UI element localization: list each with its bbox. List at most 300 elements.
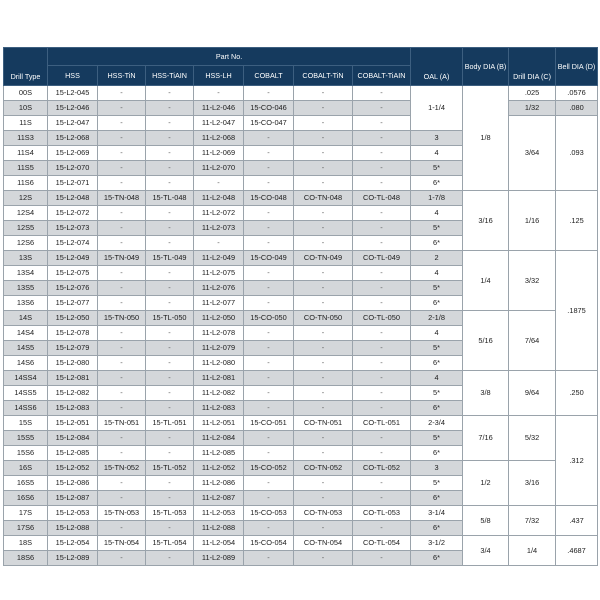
- part-number-cell: -: [146, 146, 194, 161]
- oal-cell: 4: [411, 371, 463, 386]
- drill-type-cell: 14SS4: [4, 371, 48, 386]
- part-number-cell: -: [294, 446, 353, 461]
- part-number-cell: 15-TL-048: [146, 191, 194, 206]
- part-number-cell: 15-TN-048: [98, 191, 146, 206]
- part-number-cell: -: [146, 401, 194, 416]
- bell-dia-cell: .0576: [556, 86, 598, 101]
- part-number-cell: 11-L2-083: [194, 401, 244, 416]
- header-col-cobalt-tin: COBALT-TiN: [294, 66, 353, 86]
- part-number-cell: -: [294, 386, 353, 401]
- part-number-cell: -: [353, 266, 411, 281]
- bell-dia-cell: .080: [556, 101, 598, 116]
- part-number-cell: -: [244, 221, 294, 236]
- oal-cell: 4: [411, 266, 463, 281]
- drill-type-cell: 17S6: [4, 521, 48, 536]
- part-number-cell: 15-CO-054: [244, 536, 294, 551]
- oal-cell: 5*: [411, 476, 463, 491]
- part-number-cell: -: [353, 86, 411, 101]
- drill-type-cell: 14SS5: [4, 386, 48, 401]
- part-number-cell: -: [294, 521, 353, 536]
- part-number-cell: -: [146, 221, 194, 236]
- part-number-cell: -: [146, 326, 194, 341]
- part-number-cell: -: [146, 296, 194, 311]
- part-number-cell: -: [294, 266, 353, 281]
- part-number-cell: 15-L2-083: [48, 401, 98, 416]
- part-number-cell: -: [98, 86, 146, 101]
- drill-dia-cell: .025: [509, 86, 556, 101]
- drill-type-cell: 17S: [4, 506, 48, 521]
- part-number-cell: 15-TL-054: [146, 536, 194, 551]
- oal-cell: 3: [411, 131, 463, 146]
- part-number-cell: 11-L2-077: [194, 296, 244, 311]
- part-number-cell: -: [353, 371, 411, 386]
- part-number-cell: 15-CO-053: [244, 506, 294, 521]
- part-number-cell: 15-L2-053: [48, 506, 98, 521]
- part-number-cell: -: [244, 371, 294, 386]
- part-number-cell: 15-L2-069: [48, 146, 98, 161]
- part-number-cell: -: [98, 161, 146, 176]
- oal-cell: 6*: [411, 296, 463, 311]
- body-dia-cell: 5/16: [463, 311, 509, 371]
- part-number-cell: 15-CO-050: [244, 311, 294, 326]
- part-number-cell: -: [146, 341, 194, 356]
- part-number-cell: 15-TN-050: [98, 311, 146, 326]
- part-number-cell: -: [353, 431, 411, 446]
- part-number-cell: -: [98, 491, 146, 506]
- oal-cell: 1-7/8: [411, 191, 463, 206]
- part-number-cell: 11-L2-087: [194, 491, 244, 506]
- part-number-cell: -: [98, 401, 146, 416]
- part-number-cell: -: [244, 356, 294, 371]
- part-number-cell: -: [244, 86, 294, 101]
- header-body-dia: Body DIA (B): [463, 48, 509, 86]
- table-row: [4, 461, 598, 476]
- part-number-cell: -: [353, 176, 411, 191]
- part-number-cell: 15-L2-087: [48, 491, 98, 506]
- part-number-cell: -: [244, 206, 294, 221]
- part-number-cell: 15-CO-049: [244, 251, 294, 266]
- part-number-cell: 15-TN-051: [98, 416, 146, 431]
- drill-type-cell: 12S: [4, 191, 48, 206]
- header-bell-dia: Bell DIA (D): [556, 48, 598, 86]
- part-number-cell: 15-L2-089: [48, 551, 98, 566]
- bell-dia-cell: .1875: [556, 251, 598, 371]
- header-col-hss-tin: HSS-TiN: [98, 66, 146, 86]
- part-number-cell: 11-L2-048: [194, 191, 244, 206]
- oal-cell: 4: [411, 206, 463, 221]
- drill-type-cell: 15S: [4, 416, 48, 431]
- bell-dia-cell: .250: [556, 371, 598, 416]
- part-number-cell: 15-L2-054: [48, 536, 98, 551]
- part-number-cell: 11-L2-088: [194, 521, 244, 536]
- drill-type-cell: 13S6: [4, 296, 48, 311]
- bell-dia-cell: .125: [556, 191, 598, 251]
- part-number-cell: 15-L2-082: [48, 386, 98, 401]
- drill-type-cell: 13S4: [4, 266, 48, 281]
- part-number-cell: -: [294, 326, 353, 341]
- oal-cell: 6*: [411, 356, 463, 371]
- oal-cell: 2-3/4: [411, 416, 463, 431]
- part-number-cell: -: [244, 446, 294, 461]
- part-number-cell: CO-TL-051: [353, 416, 411, 431]
- part-number-cell: 15-L2-052: [48, 461, 98, 476]
- part-number-cell: -: [244, 161, 294, 176]
- part-number-cell: 11-L2-076: [194, 281, 244, 296]
- table-row: [4, 191, 598, 206]
- drill-type-cell: 11S4: [4, 146, 48, 161]
- part-number-cell: -: [146, 236, 194, 251]
- part-number-cell: CO-TN-049: [294, 251, 353, 266]
- part-number-cell: -: [244, 431, 294, 446]
- part-number-cell: -: [353, 236, 411, 251]
- drill-type-cell: 14SS6: [4, 401, 48, 416]
- header-oal: OAL (A): [411, 48, 463, 86]
- part-number-cell: -: [98, 296, 146, 311]
- part-number-cell: 15-L2-079: [48, 341, 98, 356]
- drill-type-cell: 14S6: [4, 356, 48, 371]
- oal-cell: 3-1/4: [411, 506, 463, 521]
- part-number-cell: 15-L2-081: [48, 371, 98, 386]
- part-number-cell: -: [294, 296, 353, 311]
- part-number-cell: -: [294, 341, 353, 356]
- header-col-cobalt: COBALT: [244, 66, 294, 86]
- part-number-cell: -: [146, 131, 194, 146]
- part-number-cell: -: [294, 491, 353, 506]
- part-number-cell: -: [98, 266, 146, 281]
- body-dia-cell: 1/4: [463, 251, 509, 311]
- part-number-cell: 15-L2-071: [48, 176, 98, 191]
- part-number-cell: CO-TL-050: [353, 311, 411, 326]
- part-number-cell: -: [294, 236, 353, 251]
- part-number-cell: -: [194, 236, 244, 251]
- oal-cell: 6*: [411, 446, 463, 461]
- part-number-cell: -: [98, 236, 146, 251]
- part-number-cell: -: [98, 386, 146, 401]
- part-number-cell: -: [294, 131, 353, 146]
- bell-dia-cell: .312: [556, 416, 598, 506]
- part-number-cell: -: [244, 146, 294, 161]
- part-number-cell: -: [294, 176, 353, 191]
- drill-type-cell: 14S4: [4, 326, 48, 341]
- part-number-cell: -: [146, 386, 194, 401]
- part-number-cell: 11-L2-049: [194, 251, 244, 266]
- part-number-cell: -: [146, 476, 194, 491]
- part-number-cell: -: [294, 161, 353, 176]
- oal-cell: 6*: [411, 491, 463, 506]
- part-number-cell: 15-L2-085: [48, 446, 98, 461]
- part-number-cell: -: [294, 356, 353, 371]
- part-number-cell: 11-L2-068: [194, 131, 244, 146]
- part-number-cell: -: [294, 101, 353, 116]
- part-number-cell: -: [98, 116, 146, 131]
- oal-cell: 3: [411, 461, 463, 476]
- part-number-cell: -: [353, 356, 411, 371]
- part-number-cell: 11-L2-046: [194, 101, 244, 116]
- part-number-cell: CO-TN-051: [294, 416, 353, 431]
- part-number-cell: CO-TL-048: [353, 191, 411, 206]
- header-part-no: Part No.: [48, 48, 411, 66]
- part-number-cell: -: [353, 296, 411, 311]
- part-number-cell: -: [294, 146, 353, 161]
- oal-cell: 4: [411, 146, 463, 161]
- table-row: [4, 536, 598, 551]
- part-number-cell: -: [353, 341, 411, 356]
- part-number-cell: -: [353, 326, 411, 341]
- part-number-cell: 15-L2-045: [48, 86, 98, 101]
- part-number-cell: 15-L2-068: [48, 131, 98, 146]
- drill-dia-cell: 7/32: [509, 506, 556, 536]
- part-number-cell: -: [146, 446, 194, 461]
- header-col-hss-lh: HSS-LH: [194, 66, 244, 86]
- table-row: [4, 506, 598, 521]
- part-number-cell: -: [244, 266, 294, 281]
- part-number-cell: 11-L2-072: [194, 206, 244, 221]
- part-number-cell: -: [353, 446, 411, 461]
- part-number-cell: 15-CO-051: [244, 416, 294, 431]
- part-number-cell: 15-L2-051: [48, 416, 98, 431]
- part-number-cell: -: [353, 281, 411, 296]
- part-number-cell: -: [146, 371, 194, 386]
- part-number-cell: 11-L2-053: [194, 506, 244, 521]
- body-dia-cell: 3/16: [463, 191, 509, 251]
- drill-type-cell: 13S5: [4, 281, 48, 296]
- part-number-cell: -: [244, 131, 294, 146]
- part-number-cell: -: [294, 206, 353, 221]
- part-number-cell: 11-L2-086: [194, 476, 244, 491]
- part-number-cell: 11-L2-050: [194, 311, 244, 326]
- part-number-cell: 15-TN-049: [98, 251, 146, 266]
- drill-type-cell: 12S4: [4, 206, 48, 221]
- drill-dia-cell: 3/16: [509, 461, 556, 506]
- part-number-cell: -: [294, 116, 353, 131]
- part-number-cell: 15-L2-086: [48, 476, 98, 491]
- part-number-cell: 15-L2-088: [48, 521, 98, 536]
- drill-type-cell: 16S6: [4, 491, 48, 506]
- drill-type-cell: 12S6: [4, 236, 48, 251]
- table-row: [4, 371, 598, 386]
- part-number-cell: 11-L2-069: [194, 146, 244, 161]
- part-number-cell: -: [353, 116, 411, 131]
- part-number-cell: -: [294, 86, 353, 101]
- oal-cell: 5*: [411, 341, 463, 356]
- oal-cell: 2-1/8: [411, 311, 463, 326]
- header-drill-dia: Drill DIA (C): [509, 48, 556, 86]
- drill-type-cell: 15S6: [4, 446, 48, 461]
- part-number-cell: 15-L2-073: [48, 221, 98, 236]
- part-number-cell: CO-TN-048: [294, 191, 353, 206]
- table-row: [4, 251, 598, 266]
- part-number-cell: 11-L2-082: [194, 386, 244, 401]
- drill-type-cell: 16S5: [4, 476, 48, 491]
- part-number-cell: CO-TN-052: [294, 461, 353, 476]
- part-number-cell: -: [146, 521, 194, 536]
- bell-dia-cell: .4687: [556, 536, 598, 566]
- oal-cell: 1-1/4: [411, 86, 463, 131]
- part-number-cell: 15-CO-048: [244, 191, 294, 206]
- part-number-cell: 15-L2-072: [48, 206, 98, 221]
- part-number-cell: -: [353, 221, 411, 236]
- part-number-cell: -: [98, 221, 146, 236]
- part-number-cell: -: [98, 341, 146, 356]
- part-number-cell: CO-TN-054: [294, 536, 353, 551]
- part-number-cell: -: [353, 476, 411, 491]
- part-number-cell: CO-TL-049: [353, 251, 411, 266]
- drill-dia-cell: 3/64: [509, 116, 556, 191]
- part-number-cell: -: [244, 521, 294, 536]
- part-number-cell: -: [146, 206, 194, 221]
- body-dia-cell: 5/8: [463, 506, 509, 536]
- part-number-cell: -: [353, 491, 411, 506]
- drill-type-cell: 00S: [4, 86, 48, 101]
- part-number-cell: 11-L2-081: [194, 371, 244, 386]
- drill-type-cell: 11S5: [4, 161, 48, 176]
- drill-type-cell: 10S: [4, 101, 48, 116]
- drill-type-cell: 12S5: [4, 221, 48, 236]
- header-col-hss: HSS: [48, 66, 98, 86]
- part-number-cell: -: [98, 371, 146, 386]
- part-number-cell: 15-L2-076: [48, 281, 98, 296]
- part-number-cell: -: [353, 161, 411, 176]
- part-number-cell: 11-L2-075: [194, 266, 244, 281]
- part-number-cell: 11-L2-047: [194, 116, 244, 131]
- body-dia-cell: 7/16: [463, 416, 509, 461]
- drill-dia-cell: 1/4: [509, 536, 556, 566]
- part-number-cell: -: [353, 551, 411, 566]
- drill-type-cell: 18S6: [4, 551, 48, 566]
- table-row: [4, 101, 598, 116]
- drill-dia-cell: 1/16: [509, 191, 556, 251]
- part-number-cell: CO-TN-050: [294, 311, 353, 326]
- part-number-cell: 11-L2-070: [194, 161, 244, 176]
- drill-dia-cell: 5/32: [509, 416, 556, 461]
- oal-cell: 3-1/2: [411, 536, 463, 551]
- part-number-cell: 15-TL-049: [146, 251, 194, 266]
- part-number-cell: 15-TL-050: [146, 311, 194, 326]
- table-row: [4, 116, 598, 131]
- part-number-cell: 11-L2-078: [194, 326, 244, 341]
- body-dia-cell: 3/8: [463, 371, 509, 416]
- header-col-cobalt-tiain: COBALT-TiAIN: [353, 66, 411, 86]
- oal-cell: 6*: [411, 176, 463, 191]
- part-number-cell: -: [146, 491, 194, 506]
- body-dia-cell: 3/4: [463, 536, 509, 566]
- part-number-cell: CO-TL-054: [353, 536, 411, 551]
- drill-dia-cell: 9/64: [509, 371, 556, 416]
- part-number-cell: 11-L2-054: [194, 536, 244, 551]
- part-number-cell: 15-L2-078: [48, 326, 98, 341]
- part-number-cell: 15-CO-052: [244, 461, 294, 476]
- table-row: [4, 311, 598, 326]
- part-number-cell: 15-L2-080: [48, 356, 98, 371]
- part-number-cell: 15-L2-075: [48, 266, 98, 281]
- part-number-cell: 11-L2-085: [194, 446, 244, 461]
- table-row: [4, 86, 598, 101]
- oal-cell: 4: [411, 326, 463, 341]
- part-number-cell: -: [98, 551, 146, 566]
- part-number-cell: 11-L2-073: [194, 221, 244, 236]
- part-number-cell: -: [146, 266, 194, 281]
- part-number-cell: 15-L2-047: [48, 116, 98, 131]
- part-number-cell: -: [294, 371, 353, 386]
- drill-type-cell: 18S: [4, 536, 48, 551]
- part-number-cell: -: [244, 386, 294, 401]
- part-number-cell: -: [146, 101, 194, 116]
- part-number-cell: 11-L2-084: [194, 431, 244, 446]
- drill-dia-cell: 1/32: [509, 101, 556, 116]
- part-number-cell: 15-TL-053: [146, 506, 194, 521]
- part-number-cell: -: [244, 551, 294, 566]
- oal-cell: 6*: [411, 401, 463, 416]
- part-number-cell: -: [244, 341, 294, 356]
- part-number-cell: 15-L2-077: [48, 296, 98, 311]
- drill-dia-cell: 7/64: [509, 311, 556, 371]
- oal-cell: 6*: [411, 521, 463, 536]
- part-number-cell: -: [294, 551, 353, 566]
- oal-cell: 2: [411, 251, 463, 266]
- part-number-cell: -: [146, 116, 194, 131]
- part-number-cell: -: [244, 176, 294, 191]
- part-number-cell: 15-L2-050: [48, 311, 98, 326]
- part-number-cell: -: [98, 146, 146, 161]
- part-number-cell: 15-TL-052: [146, 461, 194, 476]
- part-number-cell: -: [98, 431, 146, 446]
- part-number-cell: 15-L2-049: [48, 251, 98, 266]
- part-number-cell: -: [353, 401, 411, 416]
- drill-type-cell: 11S6: [4, 176, 48, 191]
- drill-type-cell: 11S: [4, 116, 48, 131]
- part-number-cell: -: [146, 176, 194, 191]
- part-number-cell: -: [146, 86, 194, 101]
- part-number-cell: -: [353, 101, 411, 116]
- part-number-cell: 11-L2-052: [194, 461, 244, 476]
- part-number-cell: -: [98, 101, 146, 116]
- part-number-cell: 11-L2-080: [194, 356, 244, 371]
- part-number-cell: -: [244, 281, 294, 296]
- part-number-cell: -: [98, 476, 146, 491]
- drill-type-cell: 13S: [4, 251, 48, 266]
- drill-type-cell: 14S: [4, 311, 48, 326]
- part-number-cell: -: [244, 401, 294, 416]
- part-number-cell: -: [98, 131, 146, 146]
- oal-cell: 5*: [411, 431, 463, 446]
- drill-type-cell: 11S3: [4, 131, 48, 146]
- oal-cell: 5*: [411, 161, 463, 176]
- part-number-cell: -: [244, 296, 294, 311]
- part-number-cell: -: [353, 206, 411, 221]
- drill-type-cell: 14S5: [4, 341, 48, 356]
- part-number-cell: CO-TL-052: [353, 461, 411, 476]
- part-number-cell: -: [98, 326, 146, 341]
- part-number-cell: 15-TN-054: [98, 536, 146, 551]
- part-number-cell: -: [353, 521, 411, 536]
- part-number-cell: 15-TL-051: [146, 416, 194, 431]
- part-number-cell: -: [353, 146, 411, 161]
- part-number-cell: 15-L2-070: [48, 161, 98, 176]
- part-number-cell: -: [294, 401, 353, 416]
- drill-type-cell: 16S: [4, 461, 48, 476]
- part-number-cell: -: [244, 326, 294, 341]
- part-number-cell: -: [294, 281, 353, 296]
- part-number-cell: 15-TN-053: [98, 506, 146, 521]
- oal-cell: 5*: [411, 221, 463, 236]
- part-number-cell: -: [98, 356, 146, 371]
- part-number-cell: 11-L2-089: [194, 551, 244, 566]
- part-number-cell: -: [353, 131, 411, 146]
- part-number-cell: -: [294, 476, 353, 491]
- part-number-cell: 15-L2-074: [48, 236, 98, 251]
- part-number-cell: -: [98, 446, 146, 461]
- part-number-cell: -: [146, 551, 194, 566]
